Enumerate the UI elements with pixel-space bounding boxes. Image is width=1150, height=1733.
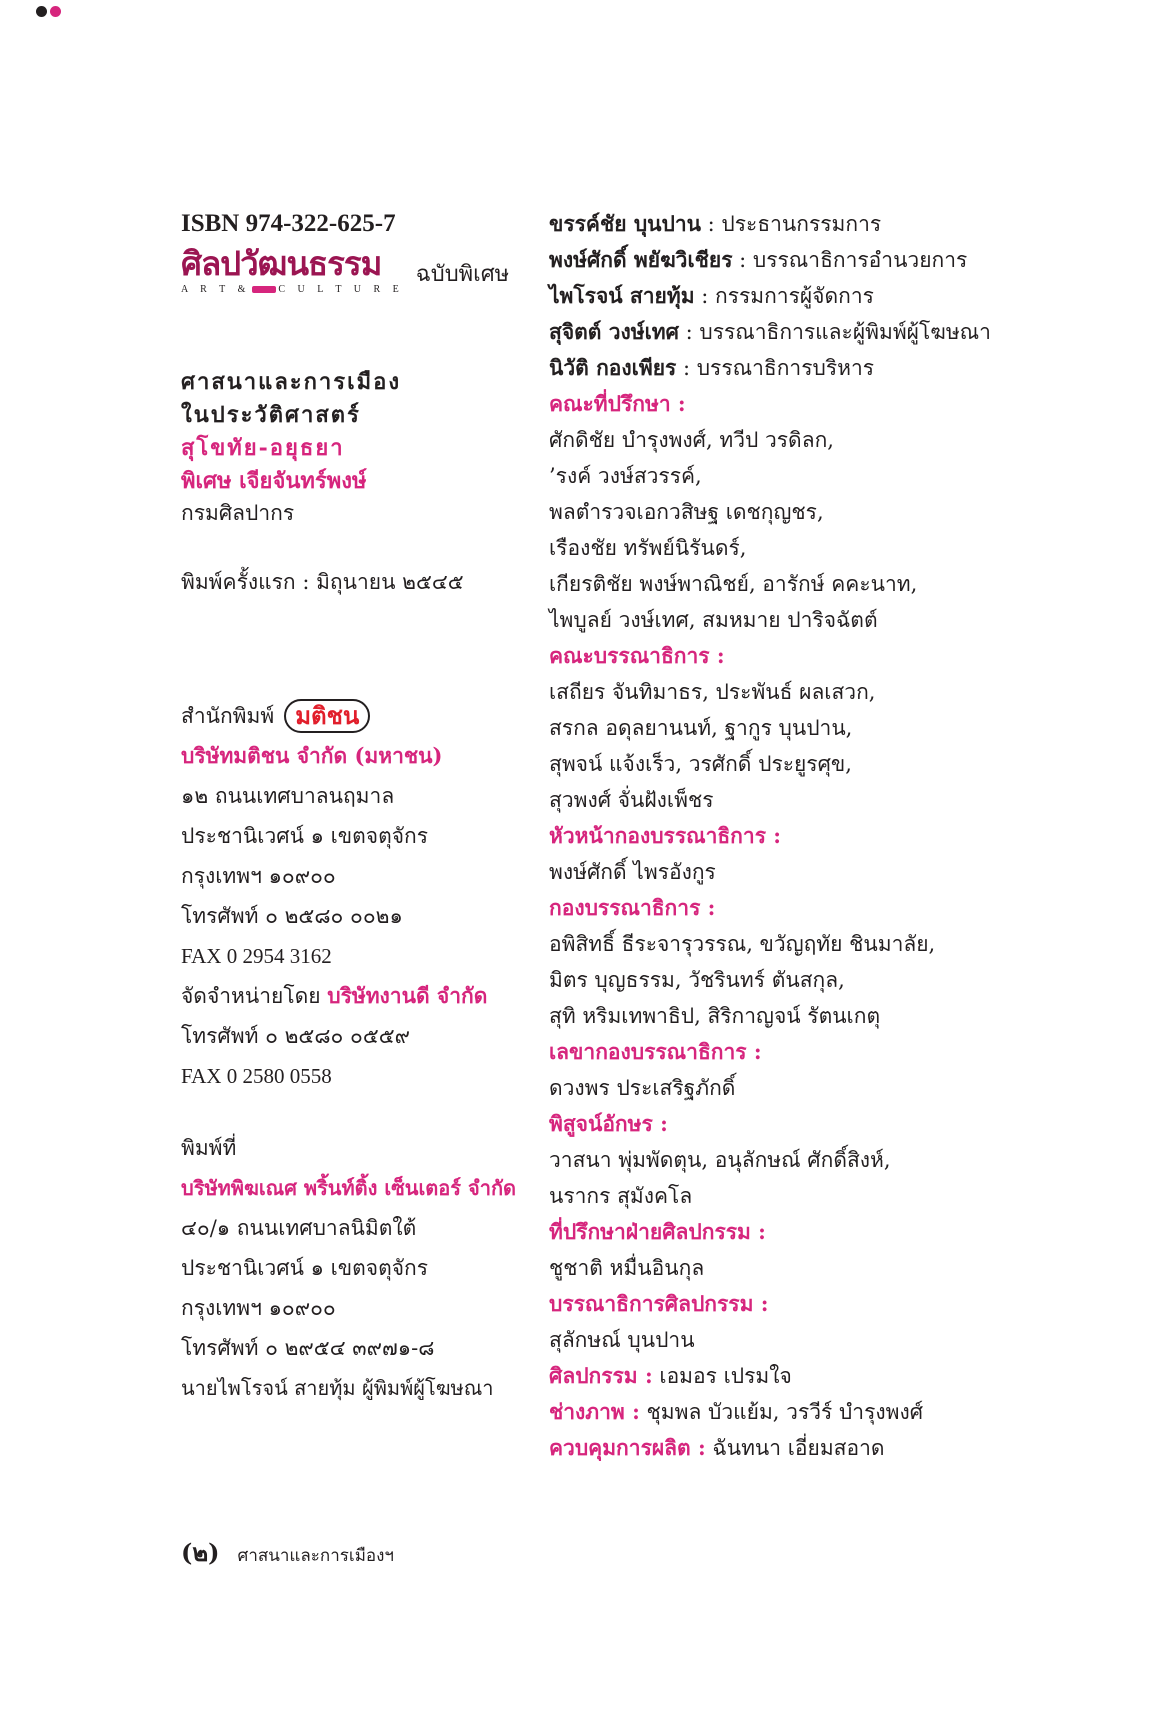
proofreaders-line: วาสนา พุ่มพัดตุน, อนุลักษณ์ ศักดิ์สิงห์,	[549, 1148, 891, 1172]
printer-address-3: กรุงเทพฯ ๑๐๙๐๐	[181, 1296, 336, 1320]
editorial-board-heading: คณะบรรณาธิการ :	[549, 643, 725, 668]
staff-row: พงษ์ศักดิ์ พยัฆวิเชียร : บรรณาธิการอำนวยการ	[549, 247, 968, 272]
artwork-label: ศิลปกรรม :	[549, 1363, 653, 1388]
publisher-company: บริษัทมติชน จำกัด (มหาชน)	[181, 743, 443, 768]
artwork-row	[549, 1358, 1109, 1394]
editorial-staff-line: สุทิ หริมเทพาธิป, สิริกาญจน์ รัตนเกตุ	[549, 1004, 881, 1028]
art-advisor-line: ชูชาติ หมื่นอินกุล	[549, 1256, 705, 1280]
advisors-line: เรืองชัย ทรัพย์นิรันดร์,	[549, 536, 747, 560]
secretary-line: ดวงพร ประเสริฐภักดิ์	[549, 1076, 736, 1100]
production-label: ควบคุมการผลิต :	[549, 1435, 706, 1460]
editorial-staff-line: มิตร บุญธรรม, วัชรินทร์ ตันสกุล,	[549, 968, 845, 992]
photography-label: ช่างภาพ :	[549, 1399, 640, 1424]
staff-row: ขรรค์ชัย บุนปาน : ประธานกรรมการ	[549, 211, 882, 236]
proofreaders-heading: พิสูจน์อักษร :	[549, 1111, 668, 1136]
editorial-staff-line: อพิสิทธิ์ ธีระจารุวรรณ, ขวัญฤทัย ชินมาลัย,	[549, 932, 936, 956]
art-editor-heading: บรรณาธิการศิลปกรรม :	[549, 1291, 769, 1316]
photography-value: ชุมพล บัวแย้ม, วรวีร์ บำรุงพงศ์	[639, 1400, 924, 1424]
photography-row	[549, 1394, 1109, 1430]
chief-editor-heading: หัวหน้ากองบรรณาธิการ :	[549, 823, 782, 848]
magazine-header	[181, 246, 541, 296]
publisher-row	[181, 696, 541, 736]
editorial-board-line: สุวพงศ์ จั่นฝังเพ็ชร	[549, 788, 714, 812]
book-title-line-2: ในประวัติศาสตร์	[181, 402, 361, 428]
distributor-company: บริษัทงานดี จำกัด	[327, 983, 488, 1008]
right-column	[549, 206, 1109, 1466]
art-editor-line: สุลักษณ์ บุนปาน	[549, 1328, 695, 1352]
black-dot	[36, 6, 47, 17]
isbn: ISBN 974-322-625-7	[181, 210, 396, 237]
editorial-board-line: เสถียร จันทิมาธร, ประพันธ์ ผลเสวก,	[549, 680, 876, 704]
publisher-fax: FAX 0 2954 3162	[181, 944, 332, 968]
decorative-dots	[36, 6, 61, 17]
matichon-logo: มติชน	[284, 699, 370, 733]
pink-dot	[50, 6, 61, 17]
magazine-edition: ฉบับพิเศษ	[415, 262, 510, 287]
printer-label: พิมพ์ที่	[181, 1136, 237, 1160]
artwork-value: เอมอร เปรมใจ	[652, 1364, 792, 1388]
left-column	[181, 206, 541, 1408]
production-row	[549, 1430, 1109, 1466]
advisors-heading: คณะที่ปรึกษา :	[549, 391, 686, 416]
page-footer	[181, 1533, 394, 1572]
art-advisor-heading: ที่ปรึกษาฝ่ายศิลปกรรม :	[549, 1219, 766, 1244]
editorial-board-line: สรกล อดุลยานนท์, ฐากูร บุนปาน,	[549, 716, 853, 740]
book-organization: กรมศิลปากร	[181, 501, 295, 525]
chief-editor-line: พงษ์ศักดิ์ ไพรอังกูร	[549, 860, 716, 884]
editorial-staff-heading: กองบรรณาธิการ :	[549, 895, 716, 920]
book-title-line-3: สุโขทัย-อยุธยา	[181, 435, 345, 461]
secretary-heading: เลขากองบรรณาธิการ :	[549, 1039, 762, 1064]
staff-row: สุจิตต์ วงษ์เทศ : บรรณาธิการและผู้พิมพ์ผู้โฆษณา	[549, 319, 991, 344]
distributor-fax: FAX 0 2580 0558	[181, 1064, 332, 1088]
book-author: พิเศษ เจียจันทร์พงษ์	[181, 468, 367, 494]
advisors-line: ไพบูลย์ วงษ์เทศ, สมหมาย ปาริจฉัตต์	[549, 608, 878, 632]
staff-row: นิวัติ กองเพียร : บรรณาธิการบริหาร	[549, 355, 875, 380]
page-number: (๒)	[181, 1538, 220, 1567]
advisors-line: เกียรติชัย พงษ์พาณิชย์, อารักษ์ คคะนาท,	[549, 572, 918, 596]
advisors-line: ศักดิชัย บำรุงพงศ์, ทวีป วรดิลก,	[549, 428, 834, 452]
publisher-address-2: ประชานิเวศน์ ๑ เขตจตุจักร	[181, 824, 429, 848]
publisher-address-1: ๑๒ ถนนเทศบาลนฤมาล	[181, 784, 395, 808]
staff-row: ไพโรจน์ สายทุ้ม : กรรมการผู้จัดการ	[549, 283, 874, 308]
printer-advertiser: นายไพโรจน์ สายทุ้ม ผู้พิมพ์ผู้โฆษณา	[181, 1376, 494, 1400]
publisher-address-3: กรุงเทพฯ ๑๐๙๐๐	[181, 864, 336, 888]
printer-address-1: ๔๐/๑ ถนนเทศบาลนิมิตใต้	[181, 1216, 417, 1240]
magazine-title: ศิลปวัฒนธรรม	[181, 244, 382, 283]
advisors-line: พลตำรวจเอกวสิษฐ เดชกุญชร,	[549, 500, 824, 524]
publisher-label: สำนักพิมพ์	[181, 704, 275, 728]
publisher-phone: โทรศัพท์ ๐ ๒๕๘๐ ๐๐๒๑	[181, 904, 403, 928]
printer-phone: โทรศัพท์ ๐ ๒๙๕๔ ๓๙๗๑-๘	[181, 1336, 435, 1360]
first-print: พิมพ์ครั้งแรก : มิถุนายน ๒๕๔๕	[181, 570, 464, 594]
production-value: ฉันทนา เอี่ยมสอาด	[705, 1436, 885, 1460]
proofreaders-line: นรากร สุมังคโล	[549, 1184, 693, 1208]
magazine-subtitle: A R T & C U L T U R E	[181, 284, 404, 295]
printer-address-2: ประชานิเวศน์ ๑ เขตจตุจักร	[181, 1256, 429, 1280]
editorial-board-line: สุพจน์ แจ้งเร็ว, วรศักดิ์ ประยูรศุข,	[549, 752, 852, 776]
advisors-line: ’รงค์ วงษ์สวรรค์,	[549, 464, 702, 488]
distributor	[181, 976, 541, 1016]
running-title: ศาสนาและการเมืองฯ	[237, 1546, 394, 1566]
magazine-mini-logo	[252, 286, 276, 293]
distributor-phone: โทรศัพท์ ๐ ๒๕๘๐ ๐๕๕๙	[181, 1024, 411, 1048]
printer-company: บริษัทพิฆเณศ พริ้นท์ติ้ง เซ็นเตอร์ จำกัด	[181, 1176, 517, 1200]
book-title-line-1: ศาสนาและการเมือง	[181, 369, 402, 395]
distributor-label: จัดจำหน่ายโดย	[181, 984, 321, 1008]
